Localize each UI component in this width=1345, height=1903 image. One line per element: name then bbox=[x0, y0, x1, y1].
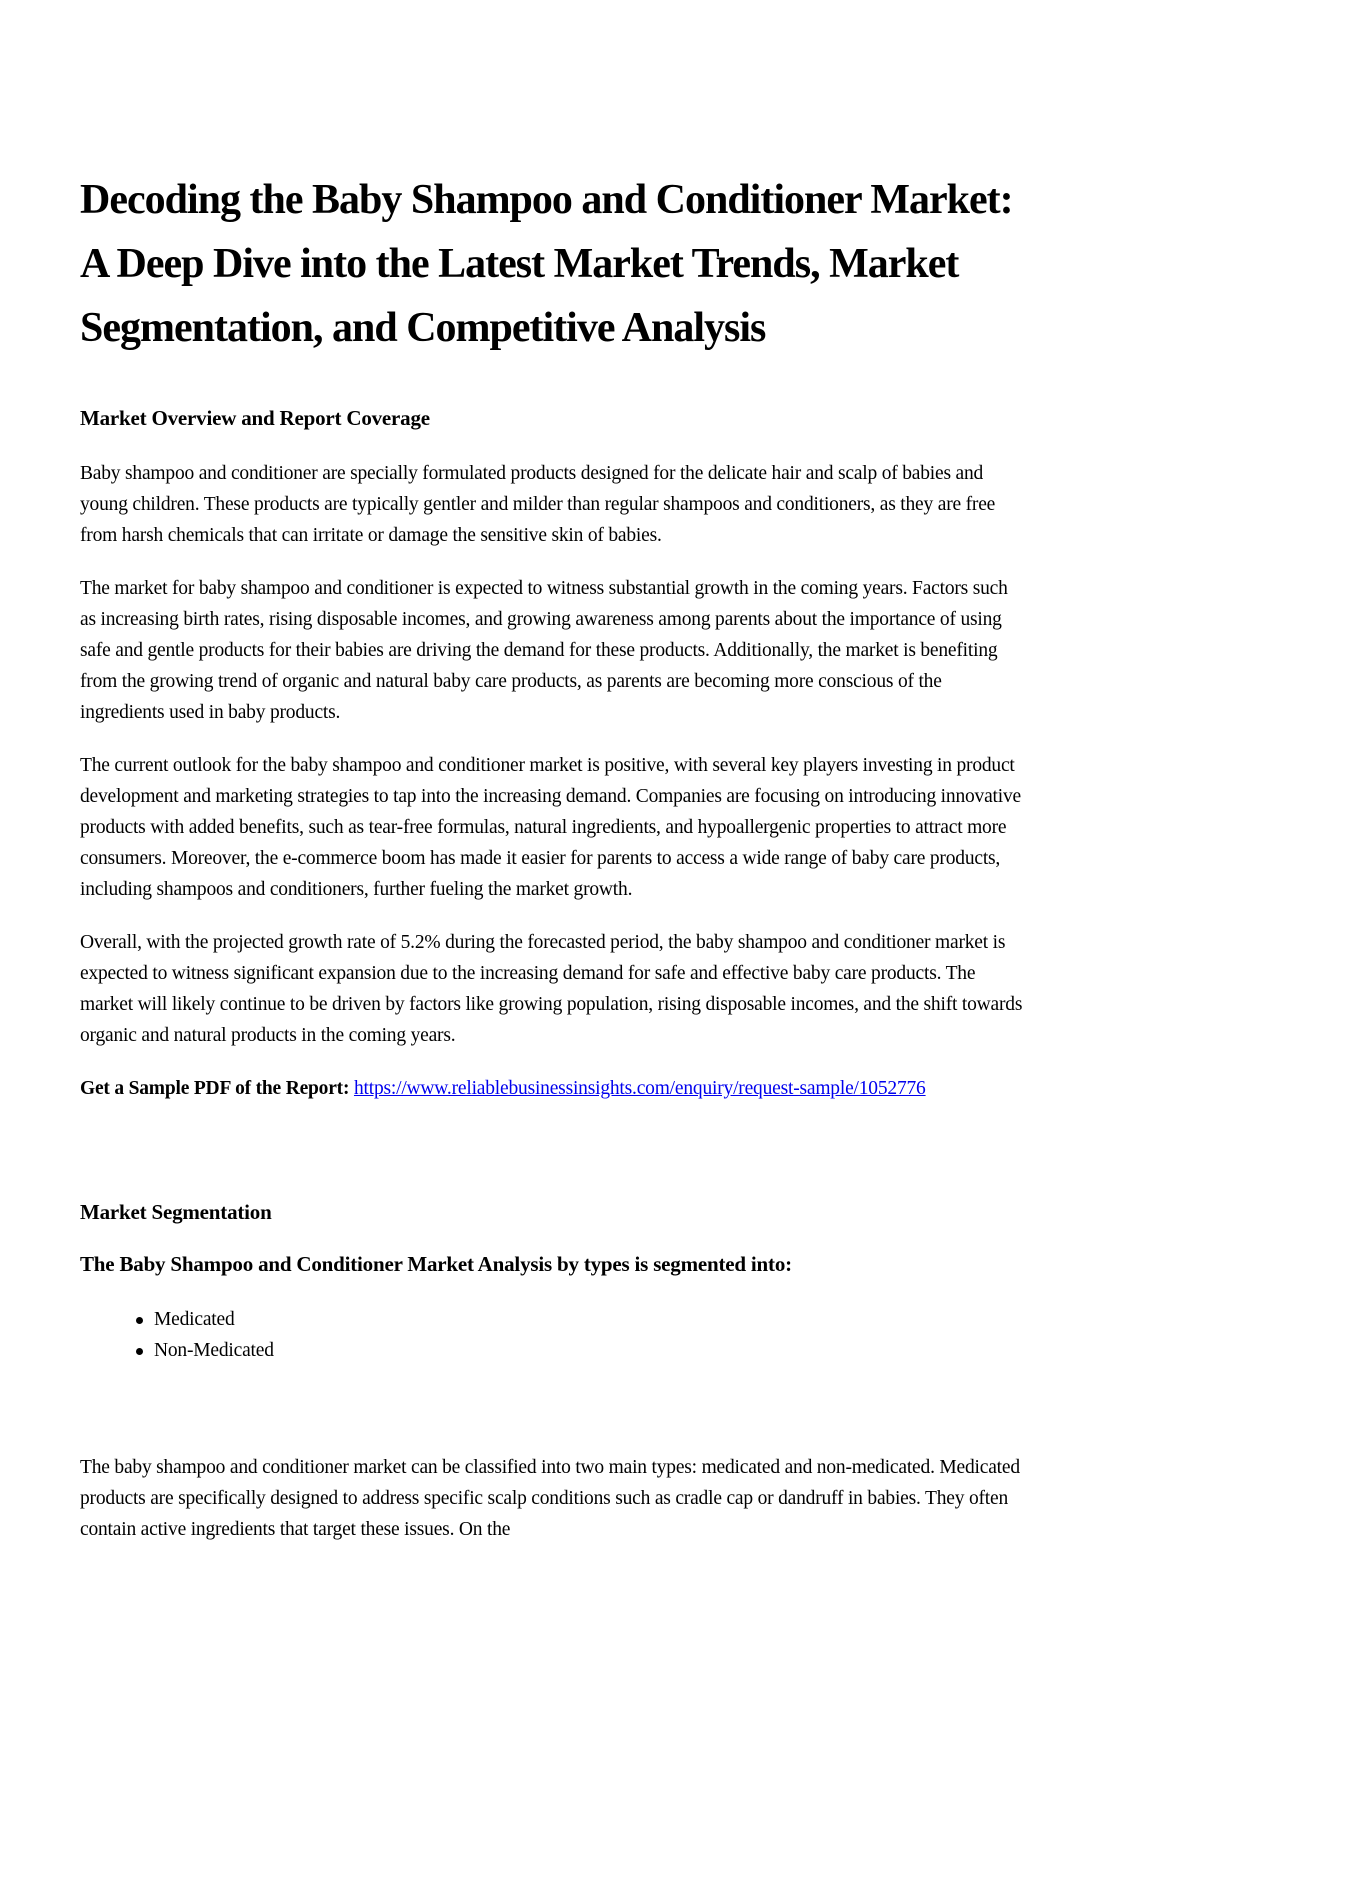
article-title: Decoding the Baby Shampoo and Conditioner Market: A Deep Dive into the Latest Market Trends, Market Segmentation, and Competitive Analysis bbox=[80, 177, 1013, 351]
overview-heading: Market Overview and Report Coverage bbox=[80, 406, 430, 430]
types-heading: The Baby Shampoo and Conditioner Market Analysis by types is segmented into: bbox=[80, 1252, 792, 1276]
overview-paragraph-3: The current outlook for the baby shampoo and conditioner market is positive, with several key players investing in product development and marketing strategies to tap into the increasing demand. Companies are focusing on introducing innovative products with added benefits, such as tear-free formulas, natural ingredients, and hypoallergenic properties to attract more consumers. Moreover, the e-commerce boom has made it easier for parents to access a wide range of baby care products, including shampoos and conditioners, further fueling the market growth. bbox=[80, 755, 1021, 900]
overview-paragraph-1: Baby shampoo and conditioner are specially formulated products designed for the delicate hair and scalp of babies and young children. These products are typically gentler and milder than regular shampoos and conditioners, as they are free from harsh chemicals that can irritate or damage the sensitive skin of babies. bbox=[80, 463, 996, 546]
overview-paragraph-2: The market for baby shampoo and conditioner is expected to witness substantial growth in the coming years. Factors such as increasing birth rates, rising disposable incomes, and growing awareness among parents about the importance of using safe and gentle products for their babies are driving the demand for these products. Additionally, the market is benefiting from the growing trend of organic and natural baby care products, as parents are becoming more conscious of the ingredients used in baby products. bbox=[80, 578, 1008, 723]
list-item-medicated: Medicated bbox=[128, 1304, 1028, 1335]
sample-report-link[interactable]: https://www.reliablebusinessinsights.com/enquiry/request-sample/1052776 bbox=[353, 1078, 926, 1099]
types-list bbox=[80, 1304, 1028, 1366]
sample-report-line bbox=[80, 1073, 1028, 1104]
sample-report-label: Get a Sample PDF of the Report: bbox=[80, 1078, 350, 1099]
list-item-non-medicated: Non-Medicated bbox=[128, 1335, 1028, 1366]
article-content bbox=[80, 0, 1028, 1545]
segmentation-heading: Market Segmentation bbox=[80, 1200, 272, 1224]
types-paragraph: The baby shampoo and conditioner market can be classified into two main types: medicated and non-medicated. Medicated products are specifically designed to address specific scalp conditions such as cradle cap or dandruff in babies. They often contain active ingredients that target these issues. On the bbox=[80, 1457, 1020, 1540]
overview-paragraph-4: Overall, with the projected growth rate of 5.2% during the forecasted period, the baby shampoo and conditioner market is expected to witness significant expansion due to the increasing demand for safe and effective baby care products. The market will likely continue to be driven by factors like growing population, rising disposable incomes, and the shift towards organic and natural products in the coming years. bbox=[80, 932, 1023, 1046]
